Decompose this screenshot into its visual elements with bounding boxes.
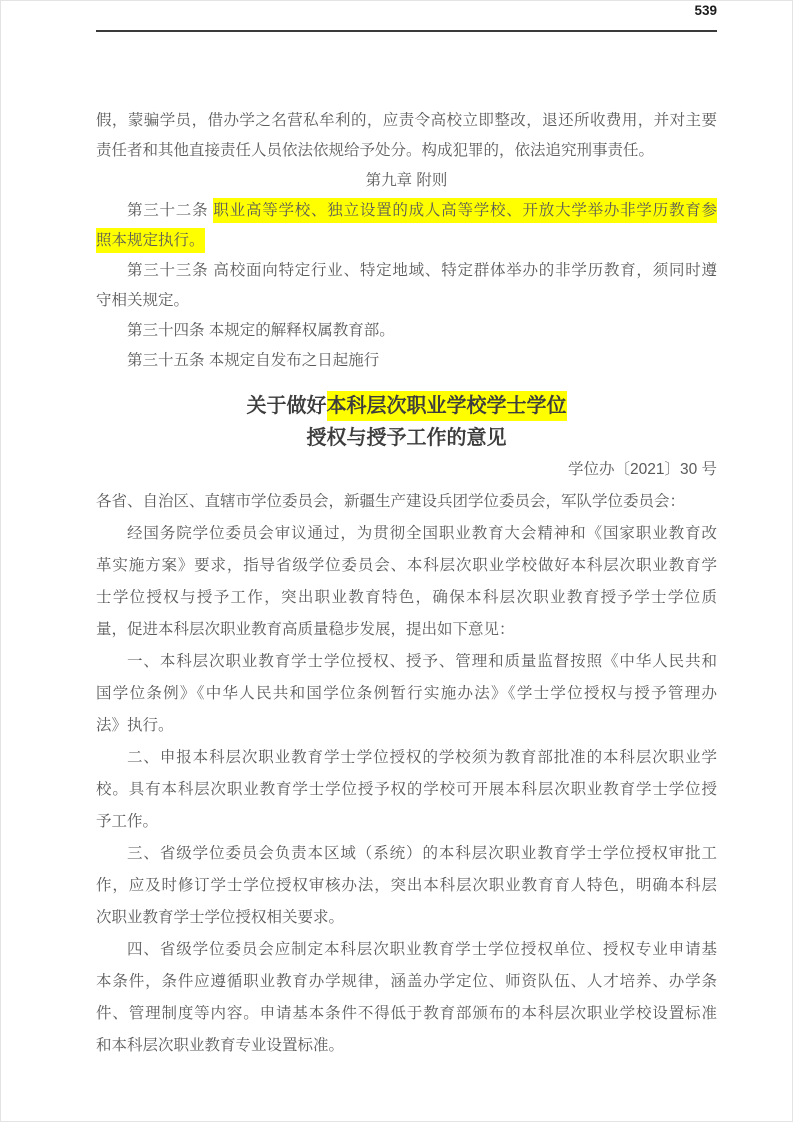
- text-segment: 予工作。: [96, 813, 159, 830]
- text-segment: 假，蒙骗学员，借办学之名营私牟利的，应责令高校立即整改，退还所收费用，并对主要: [96, 112, 717, 129]
- text-segment: 关于做好: [246, 395, 327, 417]
- text-line: [96, 806, 717, 838]
- text-segment: 件、管理制度等内容。申请基本条件不得低于教育部颁布的本科层次职业学校设置标准: [96, 1005, 717, 1022]
- text-segment: 量，促进本科层次职业教育高质量稳步发展，提出如下意见：: [96, 621, 515, 638]
- highlighted-text: 职业高等学校、独立设置的成人高等学校、开放大学举办非学历教育参: [213, 198, 717, 223]
- text-line: [96, 316, 717, 346]
- text-line: [96, 614, 717, 646]
- text-line: [96, 646, 717, 678]
- text-segment: 一、本科层次职业教育学士学位授权、授予、管理和质量监督按照《中华人民共和: [127, 653, 717, 670]
- text-line: [96, 346, 717, 376]
- text-line: [96, 286, 717, 316]
- text-segment: 次职业教育学士学位授权相关要求。: [96, 909, 345, 926]
- text-segment: 革实施方案》要求，指导省级学位委员会、本科层次职业学校做好本科层次职业教育学: [96, 557, 717, 574]
- text-segment: 守相关规定。: [96, 292, 190, 309]
- text-line: [96, 774, 717, 806]
- text-line: [96, 934, 717, 966]
- text-line: [96, 902, 717, 934]
- text-segment: 第三十二条: [127, 202, 214, 219]
- text-line: [96, 422, 717, 454]
- text-line: [96, 998, 717, 1030]
- text-line: [96, 550, 717, 582]
- text-segment: 第九章 附则: [365, 172, 448, 189]
- text-segment: 责任者和其他直接责任人员依法依规给予处分。构成犯罪的，依法追究刑事责任。: [96, 142, 655, 159]
- text-segment: 校。具有本科层次职业教育学士学位授予权的学校可开展本科层次职业教育学士学位授: [96, 781, 717, 798]
- page-number: 539: [694, 3, 717, 18]
- text-segment: 本条件，条件应遵循职业教育办学规律，涵盖办学定位、师资队伍、人才培养、办学条: [96, 973, 717, 990]
- text-segment: 各省、自治区、直辖市学位委员会，新疆生产建设兵团学位委员会，军队学位委员会：: [96, 493, 686, 510]
- text-line: [96, 106, 717, 136]
- text-segment: 法》执行。: [96, 717, 174, 734]
- text-line: [96, 486, 717, 518]
- text-segment: 和本科层次职业教育专业设置标准。: [96, 1037, 345, 1054]
- text-line: [96, 256, 717, 286]
- text-line: [96, 518, 717, 550]
- text-segment: 三、省级学位委员会负责本区域（系统）的本科层次职业教育学士学位授权审批工: [127, 845, 717, 862]
- highlighted-text: 本科层次职业学校学士学位: [327, 391, 567, 421]
- text-line: [96, 226, 717, 256]
- doc2-title: [96, 390, 717, 454]
- doc2-body: [96, 486, 717, 1062]
- text-line: [96, 582, 717, 614]
- text-segment: 第三十五条 本规定自发布之日起施行: [127, 352, 380, 369]
- text-line: [96, 136, 717, 166]
- doc1-body: [96, 106, 717, 376]
- highlighted-text: 照本规定执行。: [96, 228, 205, 253]
- text-line: [96, 838, 717, 870]
- text-segment: 第三十三条 高校面向特定行业、特定地域、特定群体举办的非学历教育，须同时遵: [127, 262, 717, 279]
- text-segment: 四、省级学位委员会应制定本科层次职业教育学士学位授权单位、授权专业申请基: [127, 941, 717, 958]
- text-line: [96, 1030, 717, 1062]
- text-line: [96, 966, 717, 998]
- text-line: [96, 390, 717, 422]
- header-rule: [96, 30, 717, 32]
- text-line: [96, 710, 717, 742]
- text-line: [96, 678, 717, 710]
- text-segment: 授权与授予工作的意见: [306, 427, 507, 449]
- text-segment: 第三十四条 本规定的解释权属教育部。: [127, 322, 395, 339]
- text-line: [96, 196, 717, 226]
- doc2-doc-number: 学位办〔2021〕30 号: [567, 461, 717, 478]
- text-segment: 国学位条例》《中华人民共和国学位条例暂行实施办法》《学士学位授权与授予管理办: [96, 685, 717, 702]
- text-line: [96, 870, 717, 902]
- text-segment: 经国务院学位委员会审议通过，为贯彻全国职业教育大会精神和《国家职业教育改: [127, 525, 717, 542]
- text-line: [96, 166, 717, 196]
- text-segment: 二、申报本科层次职业教育学士学位授权的学校须为教育部批准的本科层次职业学: [127, 749, 717, 766]
- text-segment: 士学位授权与授予工作，突出职业教育特色，确保本科层次职业教育授予学士学位质: [96, 589, 717, 606]
- text-segment: 作，应及时修订学士学位授权审核办法，突出本科层次职业教育育人特色，明确本科层: [96, 877, 717, 894]
- text-line: [96, 742, 717, 774]
